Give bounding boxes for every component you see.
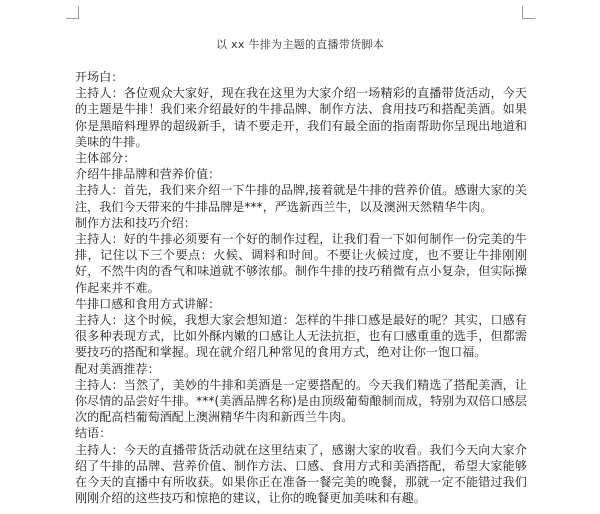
crop-mark-top-right: [522, 6, 535, 19]
section-heading-opening: 开场白：: [75, 70, 124, 84]
paragraph-closing: 主持人：今天的直播带货活动就在这里结束了，感谢大家的收看。我们今天向大家介绍了牛排的品牌、营养价值、制作方法、口感、食用方式和美酒搭配，希望大家能够在今天的直播中有所收获。如果你正在准备一餐完美的晚餐，那就一定不能错过我们刚刚介绍的这些技巧和惊艳的建议，让你的晚餐更加美味和有趣。: [75, 442, 527, 506]
paragraph-wine: 主持人：当然了，美妙的牛排和美酒是一定要搭配的。今天我们精选了搭配美酒，让你尽情的品尝好牛排。***(美酒品牌名称)是由顶级葡萄酿制而成，特别为双倍口感层次的配高档葡萄酒配上澳洲精华牛肉和新西兰牛肉。: [75, 377, 527, 425]
section-heading-taste: 牛排口感和食用方式讲解：: [75, 296, 221, 311]
paragraph-method: 主持人：好的牛排必须要有一个好的制作过程，让我们看一下如何制作一份完美的牛排，记住以下三个要点：火候、调料和时间。不要让火候过度，也不要让牛排刚刚好，不然牛肉的香气和味道就不够浓郁。制作牛排的技巧稍微有点小复杂，但实际操作起来并不难。: [75, 232, 527, 295]
paragraph-brand: 主持人：首先，我们来介绍一下牛排的品牌,接着就是牛排的营养价值。感谢大家的关注，我们今天带来的牛排品牌是***，严选新西兰牛，以及澳洲天然精华牛肉。: [75, 183, 527, 214]
crop-mark-top-left: [66, 6, 79, 19]
paragraph-opening: 主持人：各位观众大家好，现在我在这里为大家介绍一场精彩的直播带货活动，今天的主题是牛排！我们来介绍最好的牛排品牌、制作方法、食用技巧和搭配美酒。如果你是黑暗料理界的超级新手，请不要走开，我们有最全面的指南帮助你呈现出地道和美味的牛排。: [75, 86, 527, 149]
section-heading-method: 制作方法和技巧介绍：: [75, 215, 197, 230]
paragraph-taste: 主持人：这个时候，我想大家会想知道：怎样的牛排口感是最好的呢？其实，口感有很多种表现方式，比如外酥内嫩的口感让人无法抗拒，也有口感重重的选手，但都需要技巧的搭配和掌握。现在就介绍几种常见的食用方式，绝对让你一饱口福。: [75, 313, 527, 360]
section-heading-main: 主体部分：: [75, 151, 136, 166]
document-body: [75, 69, 527, 506]
section-heading-brand: 介绍牛排品牌和营养价值：: [75, 167, 221, 182]
section-heading-closing: 结语：: [75, 426, 112, 441]
section-heading-wine: 配对美酒推荐：: [75, 361, 160, 376]
document-title: 以 xx 牛排为主题的直播带货脚本: [215, 38, 385, 51]
